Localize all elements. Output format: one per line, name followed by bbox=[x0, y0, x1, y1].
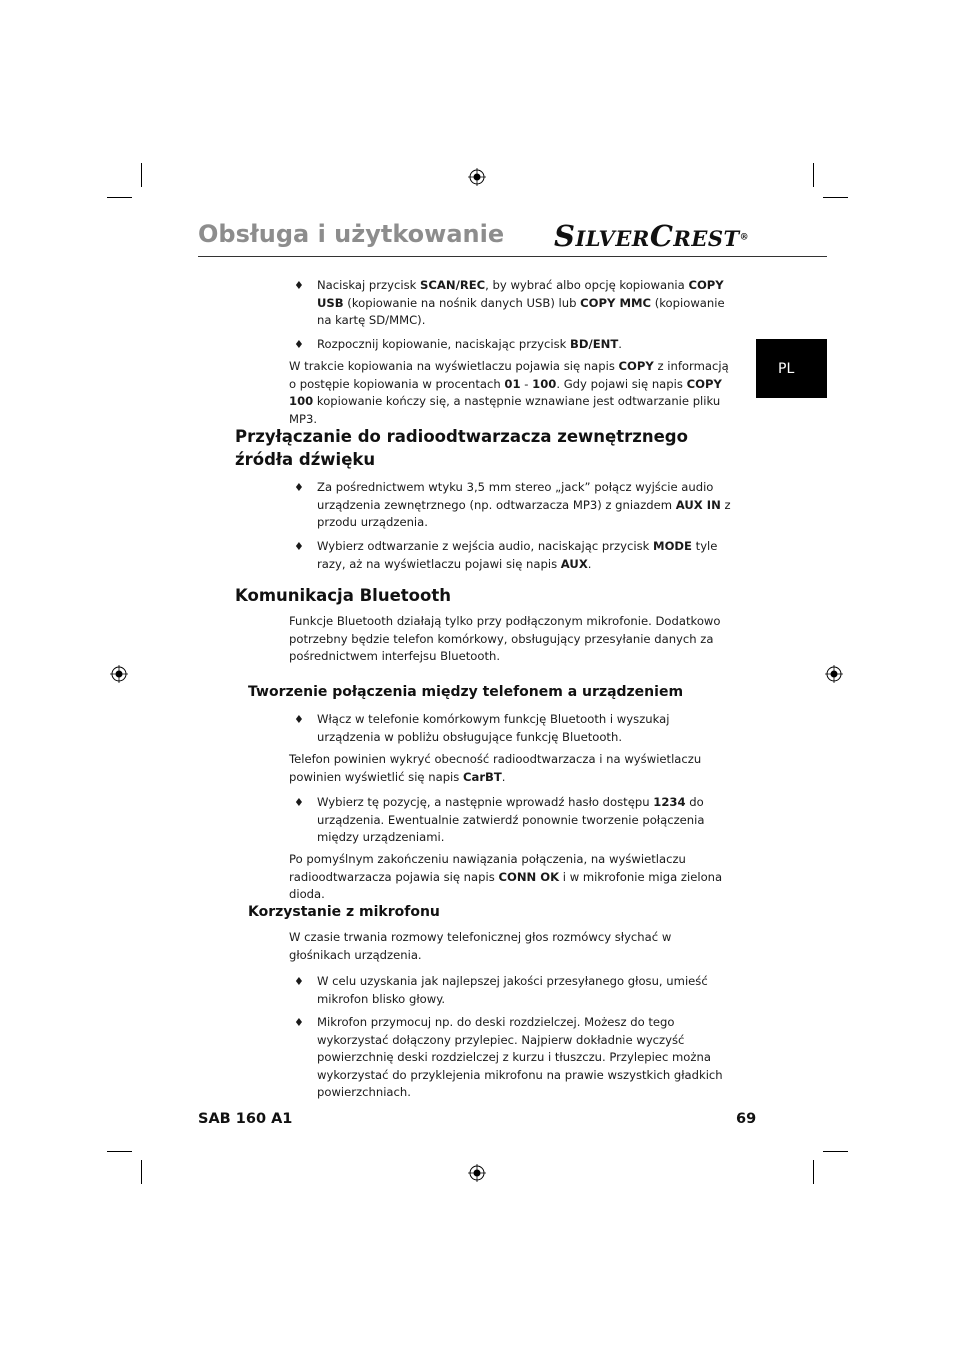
list-item: ♦ Mikrofon przymocuj np. do deski rozdzielczej. Możesz do tego wykorzystać dołączony przylepiec. Najpierw dokładnie wyczyść powierzchnię deski rozdzielczej z kurzu i tłuszczu. Przylepiec można wykorzystać do przyklejenia mikrofonu na prawie wszystkich gładkich powierzchniach. bbox=[294, 1015, 723, 1099]
bullet-diamond-icon: ♦ bbox=[294, 279, 304, 292]
bullet-diamond-icon: ♦ bbox=[294, 1016, 304, 1029]
paragraph: W trakcie kopiowania na wyświetlaczu pojawia się napis COPY z informacją o postępie kopiowania w procentach 01 - 100. Gdy pojawi się napis COPY 100 kopiowanie kończy się, a następnie wznawiane jest odtwarzanie pliku MP3. bbox=[289, 359, 729, 426]
page-title: Obsługa i użytkowanie bbox=[198, 220, 505, 248]
paragraph: Po pomyślnym zakończeniu nawiązania połączenia, na wyświetlaczu radioodtwarzacza pojawia się napis CONN OK i w mikrofonie miga zielona dioda. bbox=[289, 852, 723, 901]
crop-mark bbox=[823, 197, 848, 198]
registration-mark-icon bbox=[110, 665, 128, 683]
bullet-diamond-icon: ♦ bbox=[294, 975, 304, 988]
crop-mark bbox=[141, 1160, 142, 1184]
registration-mark-icon bbox=[825, 665, 843, 683]
language-tab-label: PL bbox=[778, 360, 795, 377]
bullet-diamond-icon: ♦ bbox=[294, 796, 304, 809]
subsection-heading: Korzystanie z mikrofonu bbox=[248, 904, 440, 920]
section-heading: Przyłączanie do radioodtwarzacza zewnętrznego źródła dźwięku bbox=[235, 427, 688, 469]
list-item: ♦ Włącz w telefonie komórkowym funkcję Bluetooth i wyszukaj urządzenia w pobliżu obsługujące funkcję Bluetooth. bbox=[294, 712, 670, 744]
paragraph: Funkcje Bluetooth działają tylko przy podłączonym mikrofonie. Dodatkowo potrzebny będzie telefon komórkowy, obsługujący przesyłanie danych za pośrednictwem interfejsu Bluetooth. bbox=[289, 614, 721, 663]
registration-mark-icon bbox=[468, 168, 486, 186]
language-tab bbox=[756, 339, 827, 398]
list-item: ♦ Wybierz odtwarzanie z wejścia audio, naciskając przycisk MODE tyle razy, aż na wyświetlaczu pojawi się napis AUX. bbox=[294, 539, 718, 571]
list-item: ♦ Rozpocznij kopiowanie, naciskając przycisk BD/ENT. bbox=[294, 336, 734, 354]
crop-mark bbox=[823, 1151, 848, 1152]
silvercrest-logo: SILVERCREST® bbox=[554, 219, 750, 253]
crop-mark bbox=[141, 163, 142, 187]
header-rule bbox=[198, 256, 827, 257]
crop-mark bbox=[107, 197, 132, 198]
list-item: ♦ Za pośrednictwem wtyku 3,5 mm stereo „jack” połącz wyjście audio urządzenia zewnętrznego (np. odtwarzacza MP3) z gniazdem AUX IN z przodu urządzenia. bbox=[294, 480, 731, 529]
bullet-diamond-icon: ♦ bbox=[294, 713, 304, 726]
page-number: 69 bbox=[736, 1111, 757, 1127]
list-item: ♦ W celu uzyskania jak najlepszej jakości przesyłanego głosu, umieść mikrofon blisko głowy. bbox=[294, 974, 708, 1006]
crop-mark bbox=[813, 1160, 814, 1184]
bullet-diamond-icon: ♦ bbox=[294, 338, 304, 351]
footer-model: SAB 160 A1 bbox=[198, 1111, 293, 1127]
paragraph: Telefon powinien wykryć obecność radioodtwarzacza i na wyświetlaczu powinien wyświetlić się napis CarBT. bbox=[289, 752, 702, 784]
bullet-diamond-icon: ♦ bbox=[294, 481, 304, 494]
section-heading: Komunikacja Bluetooth bbox=[235, 586, 451, 605]
crop-mark bbox=[813, 163, 814, 187]
crop-mark bbox=[107, 1151, 132, 1152]
bullet-diamond-icon: ♦ bbox=[294, 540, 304, 553]
list-item: ♦ Naciskaj przycisk SCAN/REC, by wybrać albo opcję kopiowania COPY USB (kopiowanie na nośnik danych USB) lub COPY MMC (kopiowanie na kartę SD/MMC). bbox=[294, 278, 725, 327]
registration-mark-icon bbox=[468, 1164, 486, 1182]
paragraph: W czasie trwania rozmowy telefonicznej głos rozmówcy słychać w głośnikach urządzenia. bbox=[289, 930, 672, 962]
subsection-heading: Tworzenie połączenia między telefonem a urządzeniem bbox=[248, 684, 684, 700]
list-item: ♦ Wybierz tę pozycję, a następnie wprowadź hasło dostępu 1234 do urządzenia. Ewentualnie zatwierdź ponownie tworzenie połączenia między urządzeniami. bbox=[294, 795, 705, 844]
